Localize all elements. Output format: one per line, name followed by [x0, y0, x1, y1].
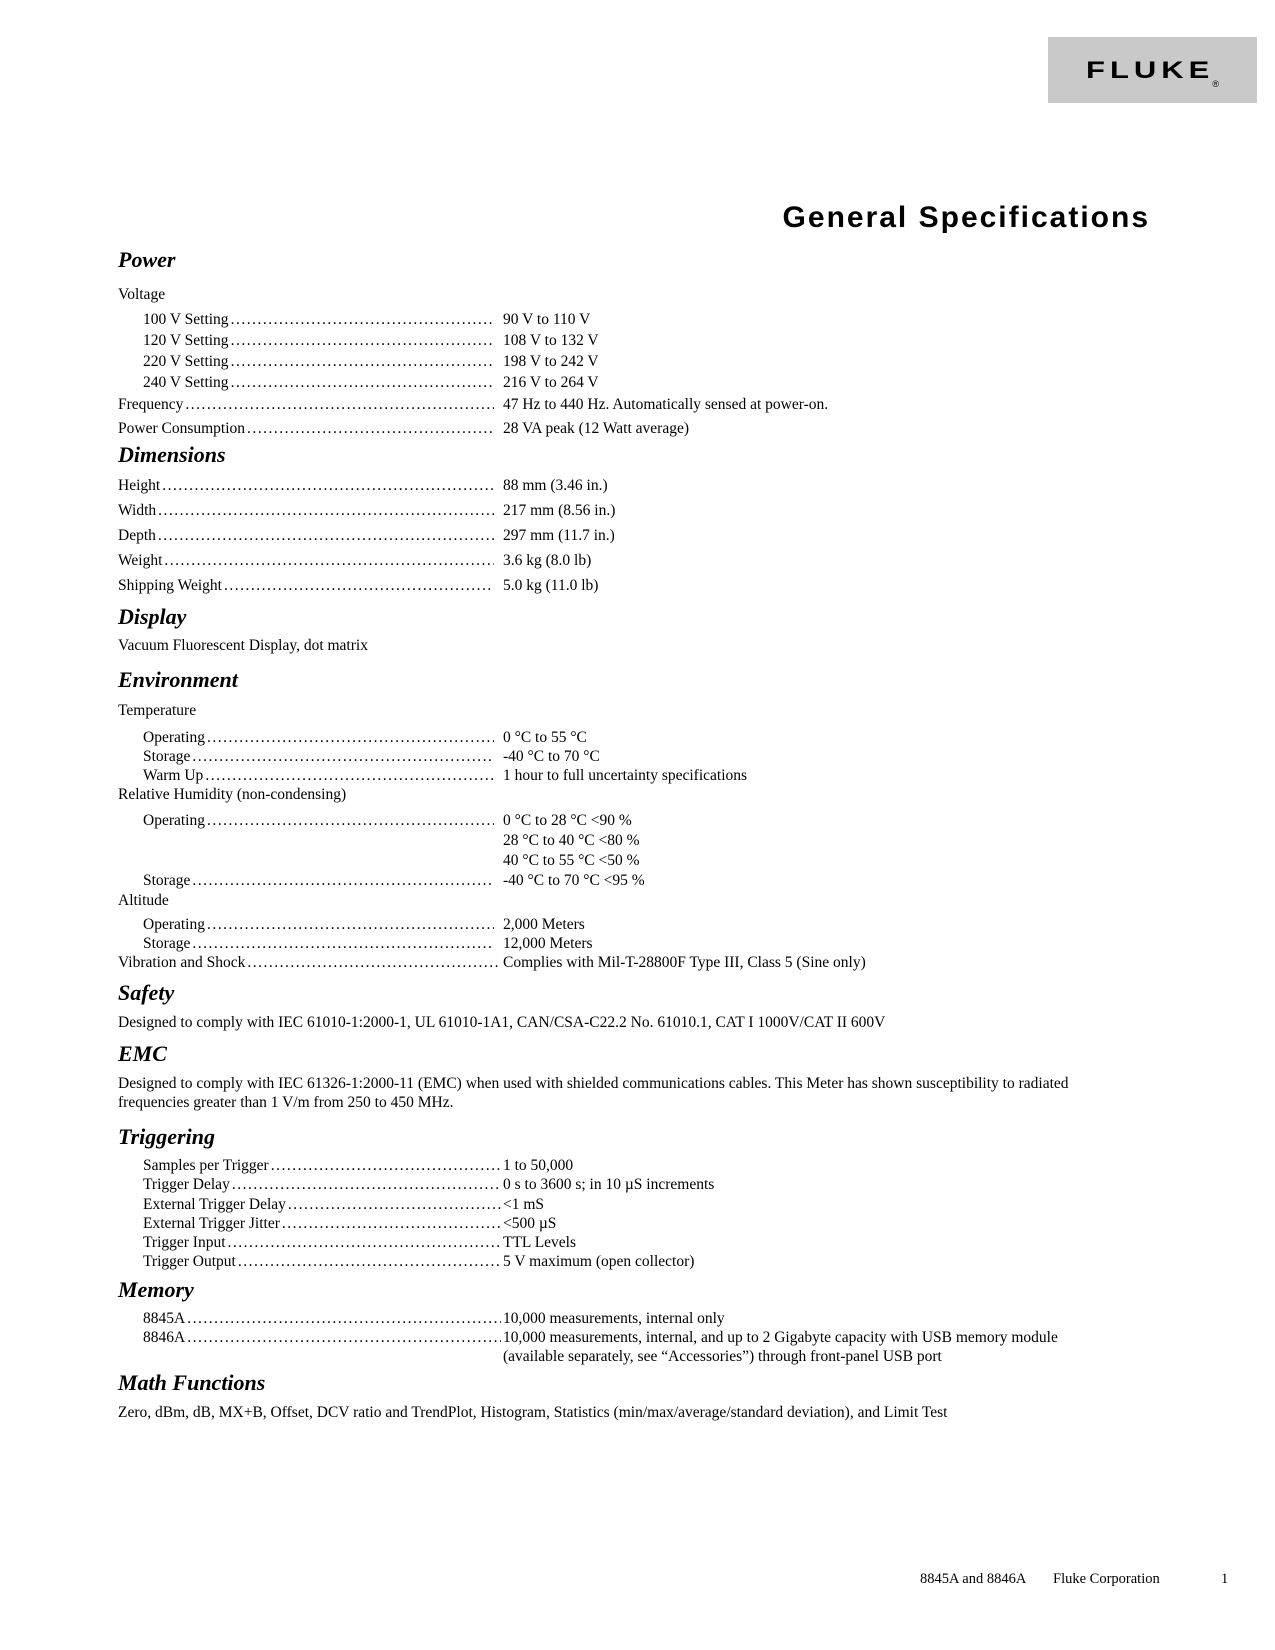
spec-value: 5 V maximum (open collector)	[503, 1253, 695, 1271]
registered-trademark-icon: ®	[1212, 79, 1219, 89]
math-body: Zero, dBm, dB, MX+B, Offset, DCV ratio and TrendPlot, Histogram, Statistics (min/max/average/standard deviation), and Limit Test	[118, 1404, 948, 1421]
spec-value: 0 °C to 55 °C	[503, 729, 587, 746]
spec-label: Width	[118, 502, 157, 519]
section-heading: Dimensions	[118, 442, 226, 467]
spec-row-external-trigger-delay	[118, 1195, 1178, 1214]
temperature-rows	[118, 728, 1178, 785]
section-triggering	[118, 1125, 1178, 1272]
footer-company: Fluke Corporation	[1053, 1571, 1160, 1587]
section-heading: EMC	[118, 1041, 167, 1066]
spec-row-8845a	[118, 1309, 1178, 1328]
spec-label: 240 V Setting	[143, 374, 229, 391]
spec-label: Height	[118, 477, 161, 494]
spec-value: 3.6 kg (8.0 lb)	[503, 552, 592, 569]
spec-label: Weight	[118, 552, 163, 569]
spec-value: -40 °C to 70 °C <95 %	[503, 872, 645, 889]
spec-row-samples-per-trigger	[118, 1156, 1178, 1175]
spec-label: Trigger Delay	[143, 1176, 230, 1194]
dot-leader	[190, 934, 494, 953]
dot-leader	[229, 351, 494, 372]
spec-value: 0 s to 3600 s; in 10 µS increments	[503, 1176, 715, 1194]
display-body: Vacuum Fluorescent Display, dot matrix	[118, 637, 368, 654]
section-heading: Environment	[118, 667, 238, 692]
dot-leader	[229, 309, 494, 330]
dot-leader	[190, 747, 494, 766]
spec-row-warm-up	[118, 766, 1178, 785]
dot-leader	[222, 576, 494, 596]
section-power	[118, 248, 1178, 439]
spec-row-trigger-output	[118, 1252, 1178, 1271]
spec-row-width	[118, 501, 1178, 521]
section-heading: Display	[118, 604, 187, 629]
spec-label: Trigger Input	[143, 1234, 226, 1252]
spec-row-temp-storage	[118, 747, 1178, 766]
spec-value-continuation: 28 °C to 40 °C <80 %	[503, 832, 640, 849]
dimension-rows	[118, 476, 1178, 596]
spec-value: 297 mm (11.7 in.)	[503, 527, 615, 544]
dot-leader	[229, 330, 494, 351]
spec-value: 1 to 50,000	[503, 1157, 574, 1174]
spec-row-humidity-storage	[118, 871, 1178, 891]
page-title: General Specifications	[782, 201, 1150, 234]
spec-row-altitude-storage	[118, 934, 1178, 953]
section-dimensions	[118, 443, 1178, 601]
section-heading: Triggering	[118, 1124, 215, 1149]
dot-leader	[286, 1195, 501, 1214]
section-safety	[118, 981, 1178, 1032]
spec-value: 88 mm (3.46 in.)	[503, 477, 608, 494]
spec-label: Storage	[143, 748, 191, 765]
spec-row-240v	[118, 372, 1178, 393]
memory-rows	[118, 1309, 1178, 1366]
spec-value: 2,000 Meters	[503, 916, 585, 933]
spec-value: 108 V to 132 V	[503, 332, 599, 349]
spec-label: Depth	[118, 527, 156, 544]
dot-leader	[183, 394, 494, 415]
spec-row-shipping-weight	[118, 576, 1178, 596]
spec-row-height	[118, 476, 1178, 496]
dot-leader	[205, 915, 494, 934]
spec-label: Storage	[143, 872, 191, 889]
spec-label: 120 V Setting	[143, 332, 229, 349]
section-heading: Memory	[118, 1277, 194, 1302]
spec-label: 8845A	[143, 1310, 186, 1327]
spec-label: 100 V Setting	[143, 311, 229, 328]
spec-row-vibration-shock	[118, 953, 1178, 972]
emc-body: Designed to comply with IEC 61326-1:2000-11 (EMC) when used with shielded communications cables. This Meter has shown susceptibility to radiated frequencies greater than 1 V/m from 250 to 450 MHz.	[118, 1075, 1069, 1111]
triggering-rows	[118, 1156, 1178, 1272]
voltage-rows	[118, 309, 1178, 393]
spec-row-temp-operating	[118, 728, 1178, 747]
spec-label: Frequency	[118, 396, 184, 413]
spec-label: Power Consumption	[118, 420, 246, 437]
dot-leader	[185, 1309, 501, 1328]
dot-leader	[203, 766, 494, 785]
dot-leader	[229, 372, 494, 393]
group-label-temperature: Temperature	[118, 702, 197, 719]
fluke-logo	[1048, 37, 1257, 103]
spec-value: 1 hour to full uncertainty specifications	[503, 767, 748, 784]
section-heading: Power	[118, 247, 176, 272]
spec-value: 217 mm (8.56 in.)	[503, 502, 616, 519]
section-emc	[118, 1042, 1178, 1112]
spec-row-120v	[118, 330, 1178, 351]
dot-leader	[185, 1328, 501, 1347]
spec-value: 28 VA peak (12 Watt average)	[503, 420, 689, 437]
spec-row-8846a	[118, 1328, 1178, 1347]
dot-leader	[162, 551, 494, 571]
spec-label: Operating	[143, 812, 205, 829]
section-heading: Math Functions	[118, 1370, 266, 1395]
spec-label: Storage	[143, 935, 191, 952]
spec-row-220v	[118, 351, 1178, 372]
dot-leader	[190, 871, 494, 891]
spec-row-depth	[118, 526, 1178, 546]
dot-leader	[205, 811, 494, 831]
dot-leader	[280, 1214, 501, 1233]
spec-value: 10,000 measurements, internal only	[503, 1310, 725, 1327]
safety-body: Designed to comply with IEC 61010-1:2000-1, UL 61010-1A1, CAN/CSA-C22.2 No. 61010.1, CAT I 1000V/CAT II 600V	[118, 1014, 886, 1031]
spec-label: 8846A	[143, 1329, 186, 1346]
dot-leader	[226, 1233, 501, 1252]
spec-value: 198 V to 242 V	[503, 353, 599, 370]
section-environment	[118, 668, 1178, 972]
spec-row-power-consumption	[118, 418, 1178, 439]
dot-leader	[236, 1252, 501, 1271]
spec-value: 12,000 Meters	[503, 935, 593, 952]
spec-label: Vibration and Shock	[118, 954, 246, 971]
spec-label: Warm Up	[143, 767, 204, 784]
dot-leader	[205, 728, 494, 747]
footer-models: 8845A and 8846A	[920, 1571, 1027, 1587]
spec-label: Shipping Weight	[118, 577, 222, 594]
humidity-rows	[118, 811, 1178, 891]
section-math-functions	[118, 1371, 1178, 1422]
altitude-rows	[118, 915, 1178, 972]
footer-page-number: 1	[1221, 1571, 1229, 1587]
spec-value: 216 V to 264 V	[503, 374, 599, 391]
spec-row-humidity-operating	[118, 811, 1178, 831]
spec-value: <1 mS	[503, 1195, 545, 1213]
dot-leader	[269, 1156, 501, 1175]
section-display	[118, 605, 1178, 655]
spec-label: 220 V Setting	[143, 353, 229, 370]
section-heading: Safety	[118, 980, 175, 1005]
spec-label: External Trigger Jitter	[143, 1214, 280, 1232]
spec-value: 10,000 measurements, internal, and up to 2 Gigabyte capacity with USB memory module	[503, 1329, 1058, 1346]
spec-value: 90 V to 110 V	[503, 311, 591, 328]
group-label-humidity: Relative Humidity (non-condensing)	[118, 786, 347, 803]
fluke-logo-text: FLUKE	[1086, 55, 1215, 84]
spec-row-100v	[118, 309, 1178, 330]
dot-leader	[156, 501, 494, 521]
group-label-voltage: Voltage	[118, 286, 166, 303]
spec-row-trigger-input	[118, 1233, 1178, 1252]
spec-value: <500 µS	[503, 1214, 557, 1232]
dot-leader	[160, 476, 494, 496]
spec-value: 5.0 kg (11.0 lb)	[503, 577, 599, 594]
spec-value: 47 Hz to 440 Hz. Automatically sensed at power-on.	[503, 396, 829, 413]
spec-label: Operating	[143, 916, 205, 933]
spec-label: External Trigger Delay	[143, 1195, 286, 1213]
spec-row-frequency	[118, 394, 1178, 415]
spec-value-continuation: 40 °C to 55 °C <50 %	[503, 852, 640, 869]
dot-leader	[230, 1175, 501, 1194]
spec-row-trigger-delay	[118, 1175, 1178, 1194]
group-label-altitude: Altitude	[118, 892, 169, 909]
spec-label: Trigger Output	[143, 1253, 236, 1271]
spec-row-weight	[118, 551, 1178, 571]
spec-label: Samples per Trigger	[143, 1157, 269, 1174]
spec-value: 0 °C to 28 °C <90 %	[503, 812, 632, 829]
spec-label: Operating	[143, 729, 205, 746]
spec-row-external-trigger-jitter	[118, 1214, 1178, 1233]
section-memory	[118, 1278, 1178, 1366]
spec-value: Complies with Mil-T-28800F Type III, Class 5 (Sine only)	[503, 954, 866, 971]
dot-leader	[245, 418, 494, 439]
spec-value-continuation: (available separately, see “Accessories”) through front-panel USB port	[503, 1348, 942, 1365]
dot-leader	[245, 953, 501, 972]
spec-value: -40 °C to 70 °C	[503, 748, 600, 765]
spec-row-altitude-operating	[118, 915, 1178, 934]
spec-value: TTL Levels	[503, 1234, 577, 1252]
dot-leader	[156, 526, 494, 546]
